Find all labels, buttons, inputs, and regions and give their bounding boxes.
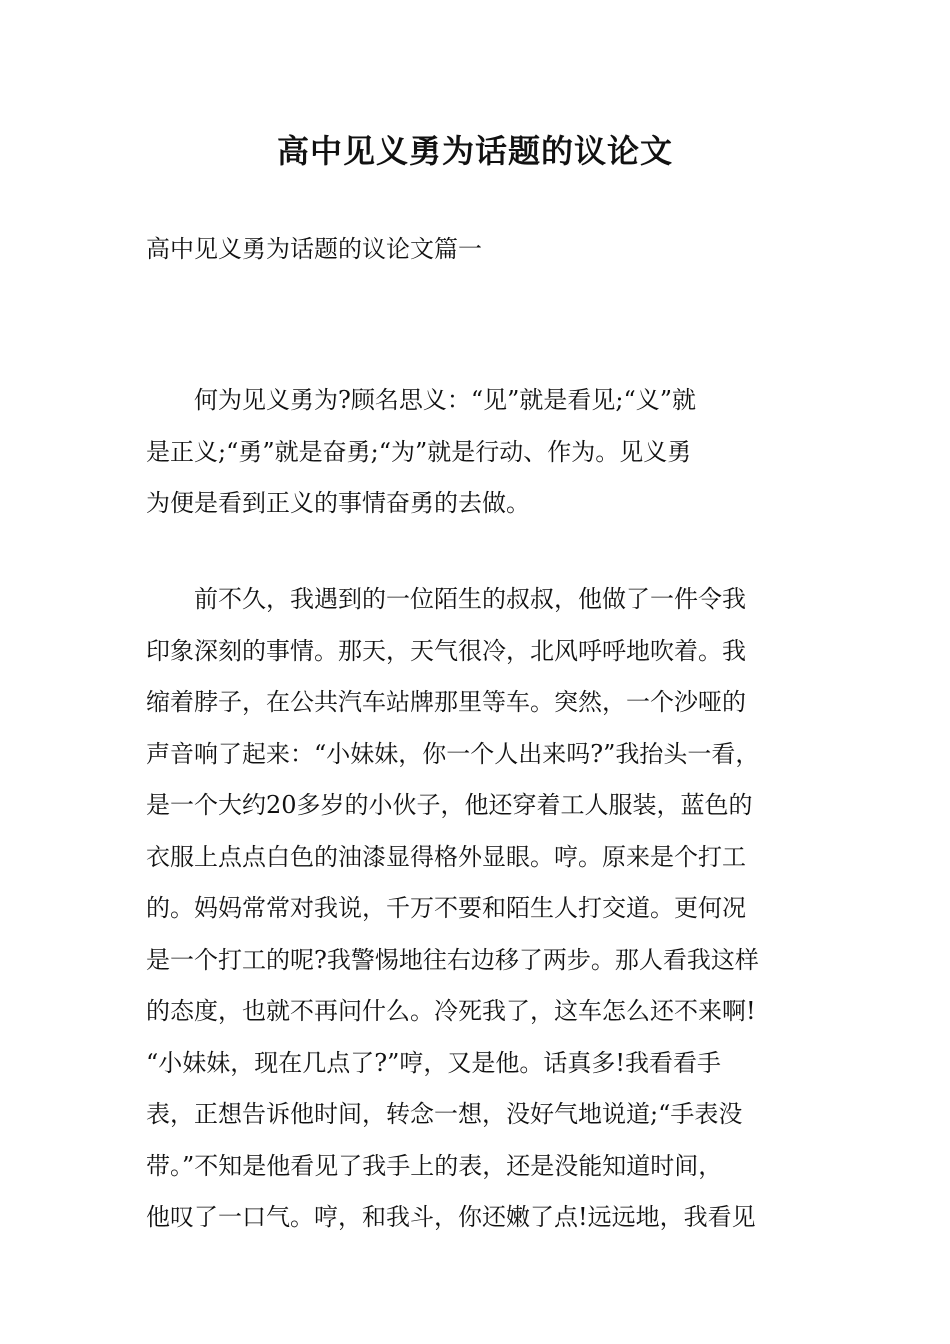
text-line: 的。妈妈常常对我说，千万不要和陌生人打交道。更何况	[146, 894, 746, 922]
paragraph	[146, 375, 826, 530]
text-line: 衣服上点点白色的油漆显得格外显眼。哼。原来是个打工	[146, 842, 746, 871]
paragraph	[146, 574, 826, 1244]
text-line: 何为见义勇为?顾名思义：“见”就是看见;“义”就	[146, 386, 697, 414]
text-line: 带。”不知是他看见了我手上的表，还是没能知道时间，	[146, 1151, 723, 1180]
text-line: 为便是看到正义的事情奋勇的去做。	[146, 489, 530, 517]
text-line: 的态度，也就不再问什么。冷死我了，这车怎么还不来啊!	[146, 997, 756, 1025]
text-line: 是一个大约20多岁的小伙子，他还穿着工人服装，蓝色的	[146, 791, 753, 819]
text-line: 是一个打工的呢?我警惕地往右边移了两步。那人看我这样	[146, 945, 759, 974]
text-line: “小妹妹，现在几点了?”哼，又是他。话真多!我看看手	[146, 1048, 722, 1077]
text-line: 表，正想告诉他时间，转念一想，没好气地说道;“手表没	[146, 1100, 743, 1128]
text-line: 印象深刻的事情。那天，天气很冷，北风呼呼地吹着。我	[146, 636, 746, 665]
text-line: 是正义;“勇”就是奋勇;“为”就是行动、作为。见义勇	[146, 437, 692, 466]
text-line: 他叹了一口气。哼，和我斗，你还嫩了点!远远地，我看见	[146, 1203, 756, 1231]
text-line: 缩着脖子，在公共汽车站牌那里等车。突然，一个沙哑的	[146, 688, 746, 716]
text-line: 前不久，我遇到的一位陌生的叔叔，他做了一件令我	[146, 585, 746, 613]
document-title: 高中见义勇为话题的议论文	[276, 132, 673, 170]
section-heading: 高中见义勇为话题的议论文篇一	[146, 235, 482, 263]
text-line: 声音响了起来：“小妹妹，你一个人出来吗?”我抬头一看，	[146, 739, 760, 768]
